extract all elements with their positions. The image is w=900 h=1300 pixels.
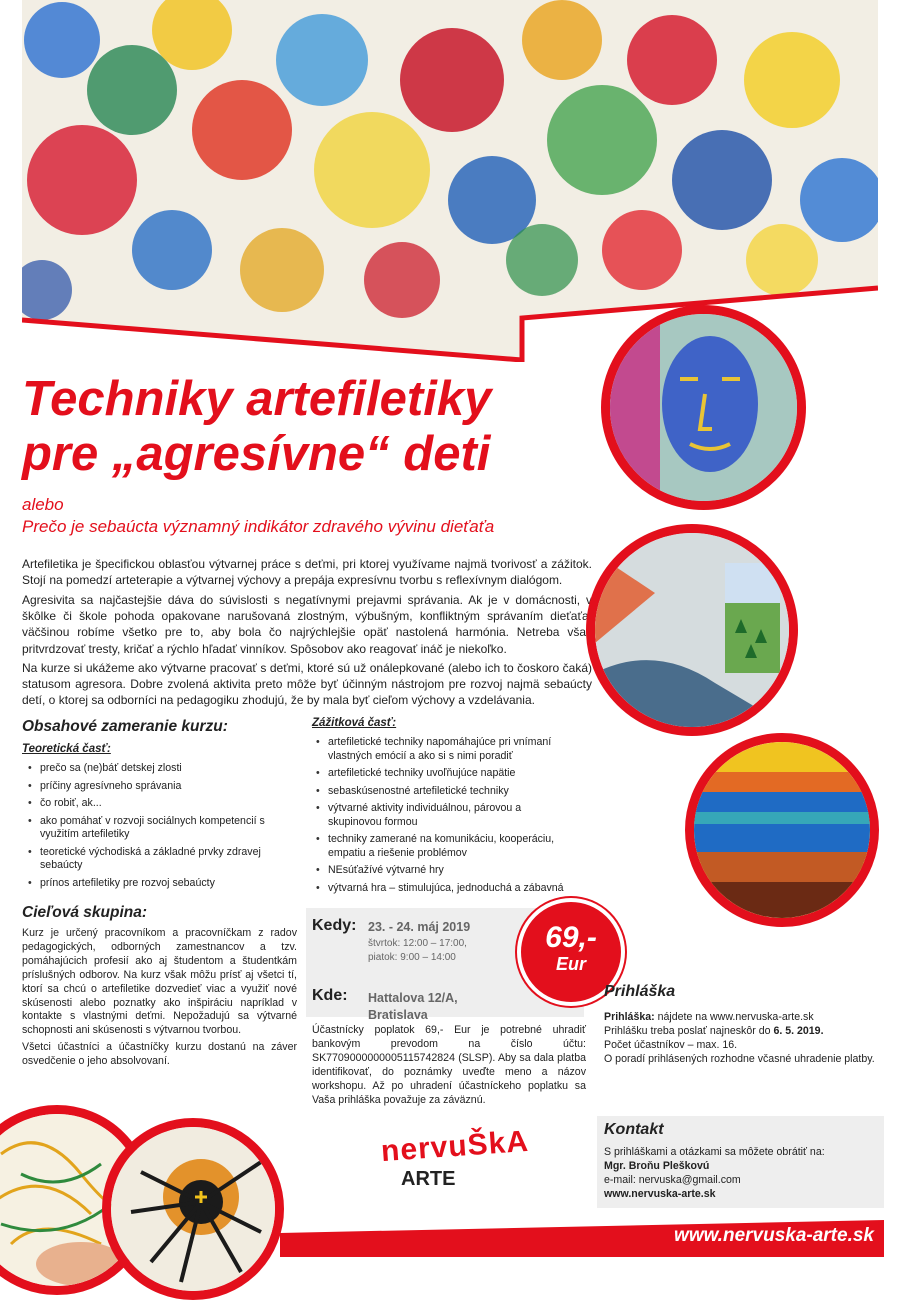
subtitle [22,494,494,538]
list-item: • výtvarné aktivity individuálnou, párovou a skupinovou formou [314,802,576,829]
list-item: • sebaskúsenostné artefiletické techniky [314,785,576,799]
kontakt-web[interactable]: www.nervuska-arte.sk [604,1188,716,1200]
header-painting [22,0,878,362]
obsah-heading: Obsahové zameranie kurzu: [22,718,228,735]
intro-paragraph-3: Na kurze si ukážeme ako výtvarne pracovať s deťmi, ktoré sú už onálepkované (alebo ich to čoskoro čaká) statusom agresora. Dobre zvolená aktivita preto môže byť účinným nástrojom pre rozvoj najmä sebaúcty detí, o ktorej sa odborníci na pedagogiku zhodujú, že by mala byť cieľom výchovy a vzdelávania. [22,661,592,708]
cielova-heading: Cieľová skupina: [22,904,148,921]
footer-bar [0,1217,900,1272]
list-item: • príčiny agresívneho správania [26,780,288,794]
list-item: • prínos artefiletiky pre rozvoj sebaúcty [26,877,288,891]
list-item: • čo robiť, ak... [26,797,288,811]
prihlaska-label: Prihláška: [604,1011,655,1023]
page-title [22,372,622,482]
price-currency: Eur [555,954,586,974]
list-item: • artefiletické techniky uvoľňujúce napätie [314,767,576,781]
sea-painting-circle [685,733,879,927]
kontakt-text [604,1145,880,1201]
prihlaska-capacity: Počet účastníkov – max. 16. [604,1039,738,1051]
kde-line-2: Bratislava [368,1008,428,1022]
kontakt-heading: Kontakt [604,1121,664,1138]
footer-url[interactable]: www.nervuska-arte.sk [674,1225,874,1246]
prihlaska-order: O poradí prihlásených rozhodne včasné uhradenie platby. [604,1053,875,1065]
cielova-paragraph-2: Všetci účastníci a účastníčky kurzu dostanú na záver osvedčenie o jeho absolvovaní. [22,1041,297,1067]
kedy-label: Kedy: [312,917,357,934]
kde-label: Kde: [312,987,348,1004]
subtitle-line-2: Prečo je sebaúcta významný indikátor zdravého vývinu dieťaťa [22,517,495,536]
list-item: • teoretické východiská a základné prvky zdravej sebaúcty [26,846,288,873]
zazitok-heading: Zážitková časť: [312,717,397,729]
landscape-painting-circle [586,524,798,736]
kedy-time-2: piatok: 9:00 – 14:00 [368,952,456,963]
logo-bottom: ARTE [401,1168,456,1190]
list-item: • artefiletické techniky napomáhajúce pri vnímaní vlastných emócií a ako si s nimi poradiť [314,736,576,763]
kontakt-line-1: S prihláškami a otázkami sa môžete obrátiť na: [604,1146,825,1158]
prihlaska-deadline: 6. 5. 2019. [773,1025,824,1037]
title-line-1: Techniky artefiletiky [22,372,492,426]
list-item: • ako pomáhať v rozvoji sociálnych kompetencií s využitím artefiletiky [26,815,288,842]
list-item: • prečo sa (ne)báť detskej zlosti [26,762,288,776]
list-item: • techniky zamerané na komunikáciu, kooperáciu, empatiu a riešenie problémov [314,833,576,860]
zazitok-list [314,736,576,899]
list-item: • NEsúťažívé výtvarné hry [314,864,576,878]
kde-line-1: Hattalova 12/A, [368,991,458,1005]
teoria-heading: Teoretická časť: [22,743,111,755]
intro-paragraph-1: Artefiletika je špecifickou oblasťou výtvarnej práce s deťmi, pri ktorej využívame najmä tvorivosť a zážitok. Stojí na pomedzí arteterapie a výtvarnej výchovy a prepája expresívnu tvorbu s reflexívnym dialógom. [22,557,592,588]
price-amount: 69,- [545,921,597,954]
title-line-2: pre „agresívne“ deti [22,427,491,481]
logo-top: nervuŠkA [379,1124,530,1169]
face-painting-circle [601,305,806,510]
prihlaska-text [604,1010,880,1066]
poplatok-text: Účastnícky poplatok 69,- Eur je potrebné uhradiť bankovým prevodom na číslo účtu: SK7709000000005115742824 (SLSP). Aby sa dala platba identifikovať, do poznámky uveďte meno a názov workshopu. Až po uhradení účastníckeho poplatku sa Vaša prihláška považuje za záväznú. [312,1024,586,1106]
list-item: • výtvarná hra – stimulujúca, jednoduchá a zábavná [314,882,576,896]
intro-paragraph-2: Agresivita sa najčastejšie dáva do súvislosti s negatívnymi prejavmi správania. Ak je v domácnosti, v škôlke či škole pohoda opakovane narušovaná zlostným, výbušným, konfliktným správaním dieťaťa, väčšinou robíme všetko pre to, aby bola čo najrýchlejšie opäť nastolená harmónia. Netreba však pritvrdzovať tresty, kričať a rýchlo hľadať vinníkov. Spôsobov ako reagovať ináč je niekoľko. [22,593,592,656]
kedy-date: 23. - 24. máj 2019 [368,920,471,934]
spider-painting-circle [102,1118,284,1300]
logo [379,1124,541,1200]
prihlaska-link-text: nájdete na www.nervuska-arte.sk [654,1011,814,1023]
subtitle-line-1: alebo [22,495,64,514]
prihlaska-heading: Prihláška [604,983,676,1000]
kontakt-name: Mgr. Broňu Pleškovú [604,1160,710,1172]
kedy-time-1: štvrtok: 12:00 – 17:00, [368,938,467,949]
kde-address [368,990,458,1024]
kontakt-email[interactable]: e-mail: nervuska@gmail.com [604,1174,741,1186]
prihlaska-deadline-text: Prihlášku treba poslať najneskôr do [604,1025,774,1037]
teoria-list [26,762,288,894]
cielova-paragraph-1: Kurz je určený pracovníkom a pracovníčkam z radov pedagogických, odborných zamestnancov a tzv. pomáhajúcich profesií ako aj študentom a študentkám príslušných odborov. Na kurz však môžu prísť aj všetci tí, ktorí sa chcú o artefiletike dozvedieť viac a využiť nové skúsenosti alebo poznatky ako inšpiráciu napríklad v kontakte s vlastnými deťmi. Nepožadujú sa výtvarné schopnosti ani skúsenosti s výtvarnou tvorbou. [22,927,297,1037]
